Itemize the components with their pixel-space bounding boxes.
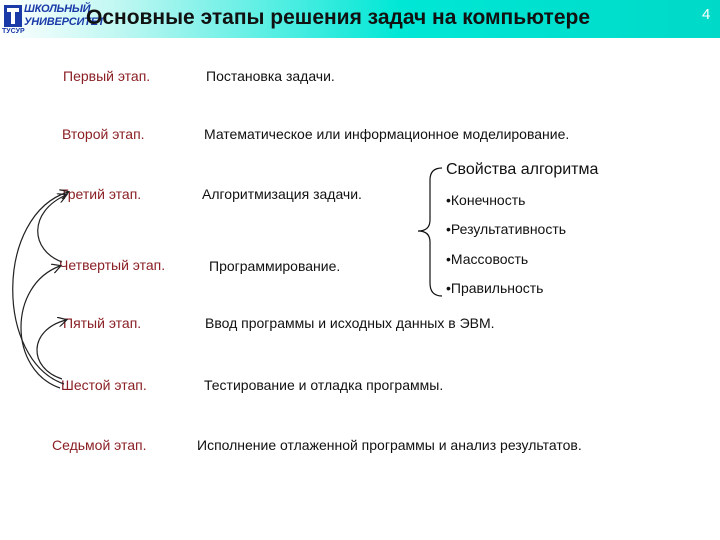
curly-brace [418, 168, 442, 296]
page-number: 4 [702, 6, 711, 23]
logo-line-1: ШКОЛЬНЫЙ [24, 3, 91, 15]
stage-6-description: Тестирование и отладка программы. [204, 377, 444, 393]
logo-line-2: УНИВЕРСИТЕТ [24, 16, 105, 28]
property-item: •Правильность [446, 280, 544, 296]
stage-5-label: Пятый этап. [63, 315, 142, 331]
logo-small-text: ТУСУР [2, 28, 25, 35]
loop-arrow-stage6-to-stage3 [13, 192, 68, 384]
stage-2-description: Математическое или информационное моделирование. [204, 126, 570, 142]
stage-1-description: Постановка задачи. [206, 68, 335, 84]
stage-4-label: Четвертый этап. [59, 257, 166, 273]
property-item: •Массовость [446, 251, 529, 267]
property-item: •Конечность [446, 192, 526, 208]
loop-arrow-stage4-to-stage3 [38, 195, 66, 262]
stage-4-description: Программирование. [209, 258, 341, 274]
stage-3-label: Третий этап. [60, 186, 142, 202]
stage-2-label: Второй этап. [62, 126, 145, 142]
stage-7-description: Исполнение отлаженной программы и анализ результатов. [197, 437, 582, 453]
stage-1-label: Первый этап. [63, 68, 151, 84]
algorithm-properties-title: Свойства алгоритма [446, 161, 599, 178]
stage-6-label: Шестой этап. [61, 377, 147, 393]
stage-7-label: Седьмой этап. [52, 437, 147, 453]
stage-3-description: Алгоритмизация задачи. [202, 186, 362, 202]
stage-5-description: Ввод программы и исходных данных в ЭВМ. [205, 315, 495, 331]
page-title: Основные этапы решения задач на компьютере [86, 6, 591, 29]
property-item: •Результативность [446, 221, 567, 237]
